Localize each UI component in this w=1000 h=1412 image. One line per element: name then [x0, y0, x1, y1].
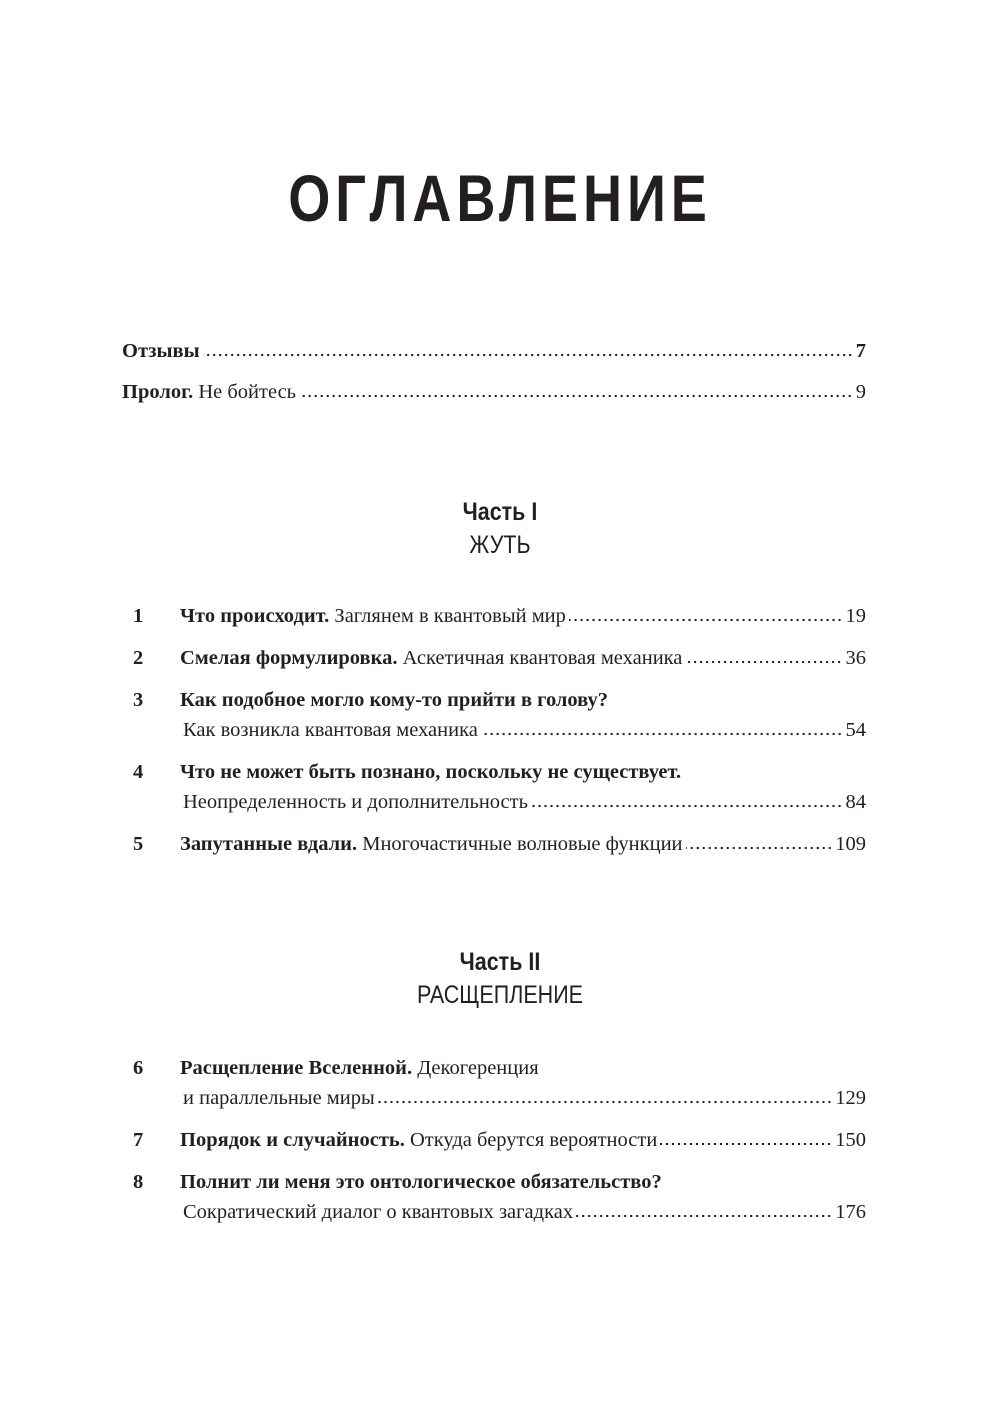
- chapter-number: 4: [133, 761, 144, 783]
- entry-title: Как подобное могло кому-то прийти в голову?: [180, 689, 609, 711]
- chapter-number: 3: [133, 689, 144, 711]
- part-label: Часть II: [459, 948, 541, 976]
- part-name: РАСЩЕПЛЕНИЕ: [416, 981, 584, 1009]
- toc-entry-chapter-7[interactable]: [180, 1129, 866, 1152]
- entry-title: Отзывы: [122, 340, 200, 362]
- entry-subtitle-continued: и параллельные миры: [183, 1087, 375, 1109]
- dot-leader: [481, 732, 843, 736]
- entry-title: Смелая формулировка.: [180, 647, 398, 669]
- dot-leader: [576, 1214, 832, 1218]
- part-name: ЖУТЬ: [469, 531, 531, 559]
- dot-leader: [686, 846, 833, 850]
- toc-entry-chapter-6-title[interactable]: [180, 1057, 539, 1080]
- toc-entry-chapter-8-title[interactable]: [180, 1171, 662, 1194]
- part-heading-2: [70, 948, 930, 1010]
- dot-leader: [685, 660, 842, 664]
- toc-entry-chapter-2[interactable]: [180, 647, 866, 670]
- chapter-number: 2: [133, 647, 144, 669]
- entry-subtitle: Откуда берутся вероятности: [404, 1129, 658, 1151]
- entry-subtitle: Заглянем в квантовый мир: [329, 605, 566, 627]
- entry-subtitle: Неопределенность и дополнительность: [183, 791, 528, 813]
- entry-subtitle: Аскетичная квантовая механика: [397, 647, 683, 669]
- toc-entry-chapter-1[interactable]: [180, 605, 866, 628]
- entry-title: Запутанные вдали.: [180, 833, 358, 855]
- chapter-number: 1: [133, 605, 144, 627]
- toc-entry-chapter-5[interactable]: [180, 833, 866, 856]
- chapter-number: 6: [133, 1057, 144, 1079]
- entry-title: Полнит ли меня это онтологическое обязательство?: [180, 1171, 662, 1193]
- dot-leader: [378, 1100, 832, 1104]
- page-number: 129: [835, 1087, 866, 1109]
- part-label: Часть I: [462, 498, 538, 526]
- toc-entry-chapter-3-title[interactable]: [180, 689, 608, 712]
- entry-title: Расщепление Вселенной.: [180, 1057, 413, 1079]
- chapter-number: 8: [133, 1171, 144, 1193]
- entry-title: Что происходит.: [180, 605, 330, 627]
- entry-subtitle: Как возникла квантовая механика: [183, 719, 478, 741]
- entry-subtitle: Сократический диалог о квантовых загадках: [183, 1201, 574, 1223]
- dot-leader: [569, 618, 843, 622]
- entry-title: Порядок и случайность.: [180, 1129, 405, 1151]
- page-number: 176: [835, 1201, 866, 1223]
- toc-entry-chapter-6-subtitle[interactable]: [183, 1087, 866, 1110]
- entry-subtitle: Не бойтесь: [193, 381, 297, 403]
- page-number: 36: [845, 647, 866, 669]
- part-heading-1: [70, 498, 930, 560]
- page-number: 150: [835, 1129, 866, 1151]
- dot-leader: [299, 394, 853, 398]
- dot-leader: [660, 1142, 832, 1146]
- page-number: 84: [845, 791, 866, 813]
- page-number: 7: [855, 340, 866, 362]
- entry-title: Что не может быть познано, поскольку не существует.: [180, 761, 682, 783]
- entry-title: Пролог.: [122, 381, 194, 403]
- toc-entry-chapter-3-subtitle[interactable]: [183, 719, 866, 742]
- entry-subtitle: Многочастичные волновые функции: [357, 833, 683, 855]
- page-number: 109: [835, 833, 866, 855]
- dot-leader: [531, 804, 843, 808]
- toc-entry-reviews[interactable]: [122, 340, 866, 363]
- chapter-number: 7: [133, 1129, 144, 1151]
- toc-entry-prologue[interactable]: [122, 381, 866, 404]
- toc-entry-chapter-4-title[interactable]: [180, 761, 681, 784]
- page-title: ОГЛАВЛЕНИЕ: [288, 161, 712, 235]
- chapter-number: 5: [133, 833, 144, 855]
- page-number: 19: [845, 605, 866, 627]
- toc-entry-chapter-8-subtitle[interactable]: [183, 1201, 866, 1224]
- entry-subtitle: Декогеренция: [412, 1057, 539, 1079]
- toc-entry-chapter-4-subtitle[interactable]: [183, 791, 866, 814]
- page-number: 54: [845, 719, 866, 741]
- page-number: 9: [855, 381, 866, 403]
- dot-leader: [203, 353, 853, 357]
